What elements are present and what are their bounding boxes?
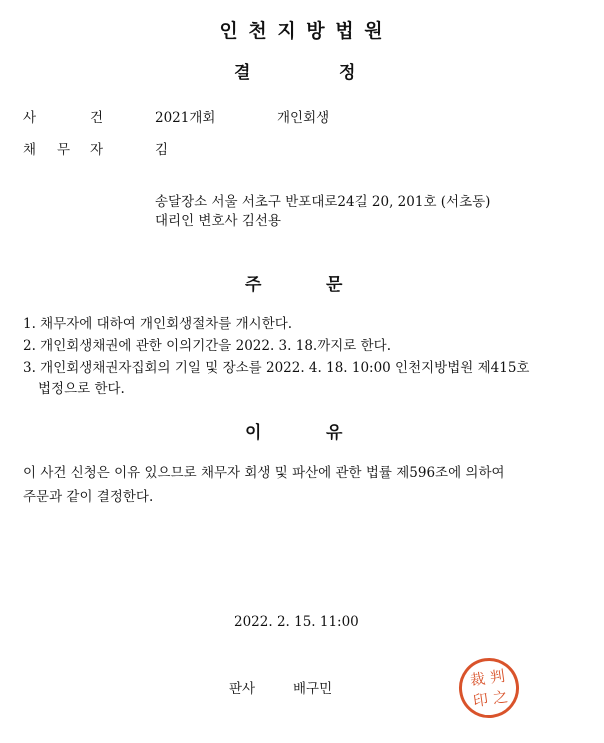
doc-type-right: 정 [339, 63, 356, 83]
court-seal-stamp [455, 654, 523, 722]
case-number: 2021개회 [155, 110, 216, 126]
order-item-3: 3. 개인회생채권자집회의 기일 및 장소를 2022. 4. 18. 10:00 인천지방법원 제415호 [23, 360, 530, 376]
decision-date: 2022. 2. 15. 11:00 [234, 614, 359, 630]
case-type: 개인회생 [277, 110, 330, 126]
debtor-label-1: 채 [23, 142, 37, 158]
case-label-2: 건 [90, 110, 104, 126]
seal-char: 之 [491, 687, 510, 707]
judge-title: 판사 [229, 681, 256, 697]
seal-char: 判 [488, 666, 507, 687]
judge-name: 배구민 [293, 681, 333, 697]
order-item-2: 2. 개인회생채권에 관한 이의기간을 2022. 3. 18.까지로 한다. [23, 338, 391, 354]
service-address: 송달장소 서울 서초구 반포대로24길 20, 201호 (서초동) [155, 194, 491, 210]
reason-heading-left: 이 [245, 423, 262, 443]
order-heading-right: 문 [326, 275, 343, 295]
agent: 대리인 변호사 김선용 [155, 213, 281, 229]
court-title: 인 천 지 방 법 원 [219, 20, 385, 42]
case-label-1: 사 [23, 110, 37, 126]
reason-line-2: 주문과 같이 결정한다. [23, 489, 154, 505]
order-item-3-cont: 법정으로 한다. [38, 381, 125, 397]
debtor-name: 김 [155, 142, 169, 158]
reason-heading-right: 유 [326, 423, 343, 443]
doc-type-left: 결 [234, 63, 251, 83]
seal-char: 裁 [468, 669, 487, 689]
debtor-label-3: 자 [90, 142, 104, 158]
debtor-label-2: 무 [57, 142, 71, 158]
seal-char: 印 [471, 689, 490, 710]
order-item-1: 1. 채무자에 대하여 개인회생절차를 개시한다. [23, 316, 293, 332]
order-heading-left: 주 [245, 275, 262, 295]
reason-line-1: 이 사건 신청은 이유 있으므로 채무자 회생 및 파산에 관한 법률 제596조에 의하여 [23, 465, 505, 481]
